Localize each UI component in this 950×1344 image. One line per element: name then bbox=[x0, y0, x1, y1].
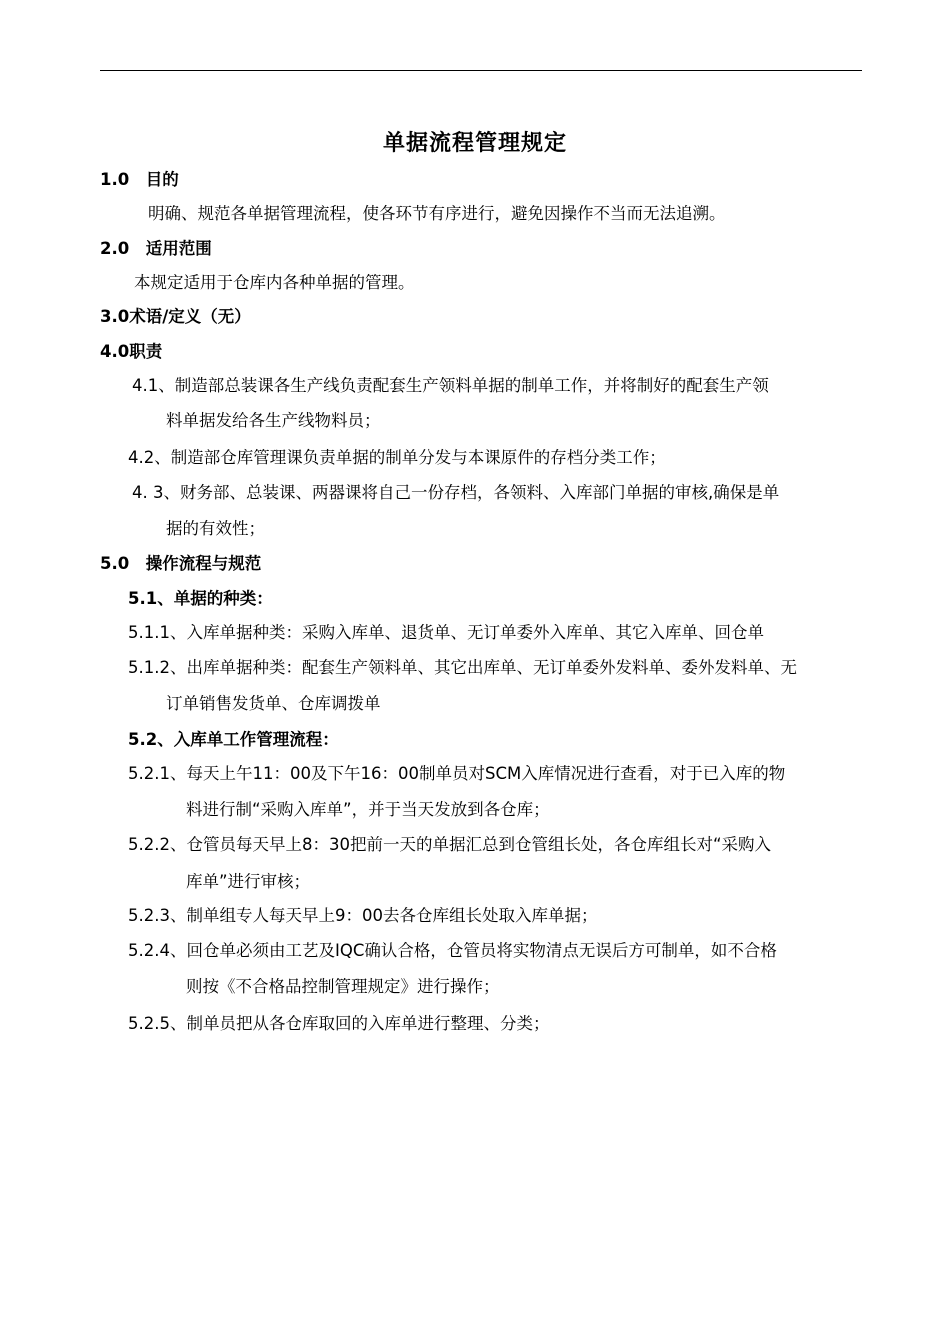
item-4-2: 4.2、制造部仓库管理课负责单据的制单分发与本课原件的存档分类工作； bbox=[128, 448, 666, 467]
item-5-2-5: 5.2.5、制单员把从各仓库取回的入库单进行整理、分类； bbox=[128, 1014, 550, 1033]
item-4-1-line-1: 4.1、制造部总装课各生产线负责配套生产领料单据的制单工作，并将制好的配套生产领 bbox=[132, 376, 769, 395]
subsection-5-1-heading: 5.1、单据的种类： bbox=[128, 589, 273, 608]
item-5-2-1-line-2: 料进行制“采购入库单”，并于当天发放到各仓库； bbox=[186, 800, 550, 819]
section-5-heading: 5.0 操作流程与规范 bbox=[100, 554, 262, 573]
section-3-heading: 3.0术语/定义（无） bbox=[100, 307, 251, 326]
subsection-5-2-heading: 5.2、入库单工作管理流程： bbox=[128, 730, 339, 749]
item-5-2-4-line-2: 则按《不合格品控制管理规定》进行操作； bbox=[186, 977, 500, 996]
section-2-heading: 2.0 适用范围 bbox=[100, 239, 212, 258]
item-4-3-line-2: 据的有效性； bbox=[166, 519, 265, 538]
item-5-1-2-line-2: 订单销售发货单、仓库调拨单 bbox=[166, 694, 381, 713]
item-5-1-2-line-1: 5.1.2、出库单据种类：配套生产领料单、其它出库单、无订单委外发料单、委外发料单、无 bbox=[128, 658, 797, 677]
item-5-2-2-line-2: 库单”进行审核； bbox=[186, 872, 311, 891]
item-5-2-3: 5.2.3、制单组专人每天早上9：00去各仓库组长处取入库单据； bbox=[128, 906, 598, 925]
item-4-3-line-1: 4. 3、财务部、总装课、两器课将自己一份存档，各领料、入库部门单据的审核,确保是单 bbox=[132, 483, 780, 502]
document-title: 单据流程管理规定 bbox=[382, 131, 567, 156]
section-4-heading: 4.0职责 bbox=[100, 342, 163, 361]
item-5-2-1-line-1: 5.2.1、每天上午11：00及下午16：00制单员对SCM入库情况进行查看，对于已入库的物 bbox=[128, 764, 786, 783]
item-5-2-2-line-1: 5.2.2、仓管员每天早上8：30把前一天的单据汇总到仓管组长处，各仓库组长对“采购入 bbox=[128, 835, 772, 854]
item-5-1-1: 5.1.1、入库单据种类：采购入库单、退货单、无订单委外入库单、其它入库单、回仓单 bbox=[128, 623, 764, 642]
item-5-2-4-line-1: 5.2.4、回仓单必须由工艺及IQC确认合格，仓管员将实物清点无误后方可制单，如不合格 bbox=[128, 941, 777, 960]
section-1-text: 明确、规范各单据管理流程，使各环节有序进行，避免因操作不当而无法追溯。 bbox=[148, 204, 726, 223]
section-1-heading: 1.0 目的 bbox=[100, 170, 179, 189]
item-4-1-line-2: 料单据发给各生产线物料员； bbox=[166, 411, 381, 430]
header-rule bbox=[100, 70, 862, 71]
section-2-text: 本规定适用于仓库内各种单据的管理。 bbox=[134, 273, 415, 292]
